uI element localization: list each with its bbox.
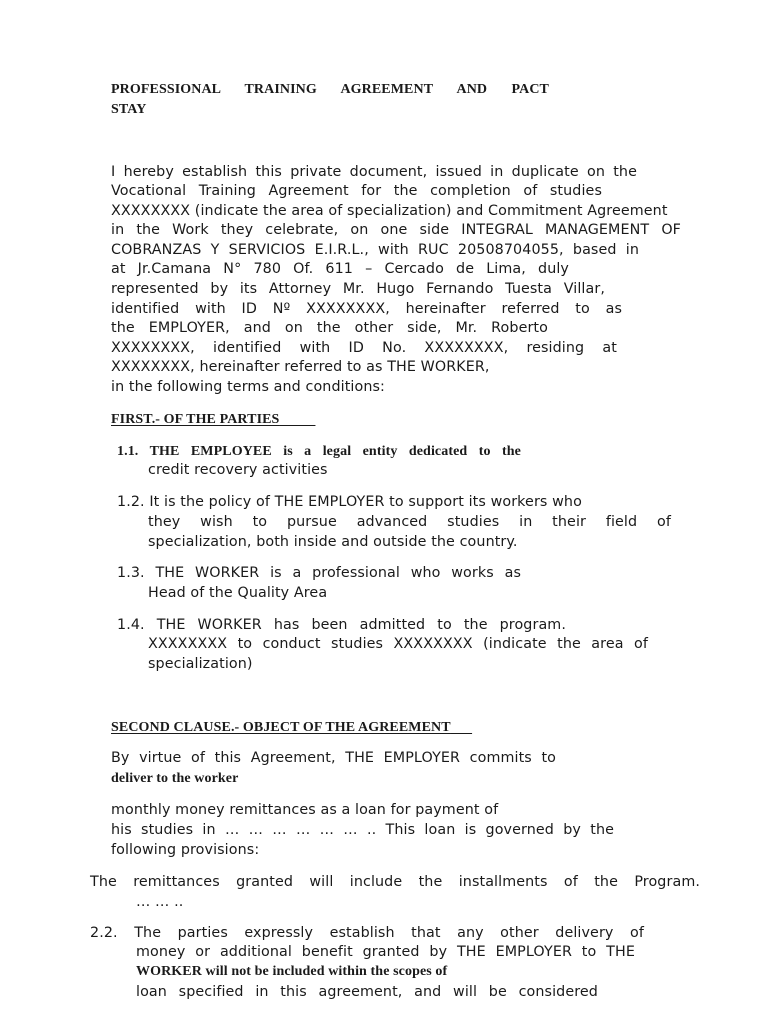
intro-line: in the Work they celebrate, on one side INTEGRAL MANAGEMENT OF xyxy=(111,222,681,238)
intro-line: identified with ID Nº XXXXXXXX, hereinafter referred to as xyxy=(111,301,622,317)
intro-line: represented by its Attorney Mr. Hugo Fernando Tuesta Villar, xyxy=(111,281,605,297)
document-title-line2: STAY xyxy=(111,102,147,117)
clause-line: 1.1. THE EMPLOYEE is a legal entity dedicated to the xyxy=(117,444,521,459)
intro-line: Vocational Training Agreement for the completion of studies xyxy=(111,183,602,199)
intro-line: I hereby establish this private document, issued in duplicate on the xyxy=(111,164,637,180)
clause-line: 1.3. THE WORKER is a professional who works as xyxy=(117,565,521,581)
clause-line: specialization) xyxy=(148,656,253,672)
section2-paragraph-bold: deliver to the worker xyxy=(111,771,239,786)
clause-line-bold: WORKER will not be included within the scopes of xyxy=(136,964,448,979)
clause-line: 1.4. THE WORKER has been admitted to the program. xyxy=(117,617,566,633)
clause-line: specialization, both inside and outside the country. xyxy=(148,534,518,550)
clause-number: 1.1. xyxy=(117,444,139,459)
intro-line: XXXXXXXX, identified with ID No. XXXXXXXX, residing at xyxy=(111,340,617,356)
intro-line: XXXXXXXX (indicate the area of specialization) and Commitment Agreement xyxy=(111,203,668,219)
paragraph-line: following provisions: xyxy=(111,842,260,858)
clause-line: money or additional benefit granted by THE EMPLOYER to THE xyxy=(136,944,635,960)
clause-line: 1.2. It is the policy of THE EMPLOYER to support its workers who xyxy=(117,494,582,510)
clause-number: 1.4. xyxy=(117,617,145,633)
section1-heading: FIRST.- OF THE PARTIES xyxy=(111,412,280,427)
intro-line: XXXXXXXX, hereinafter referred to as THE WORKER, xyxy=(111,359,490,375)
clause-number: 2.2. xyxy=(90,925,118,941)
intro-line: in the following terms and conditions: xyxy=(111,379,385,395)
clause-line: Head of the Quality Area xyxy=(148,585,328,601)
section2-heading: SECOND CLAUSE.- OBJECT OF THE AGREEMENT xyxy=(111,720,451,735)
intro-line: at Jr.Camana N° 780 Of. 611 – Cercado de Lima, duly xyxy=(111,261,569,277)
clause-line: credit recovery activities xyxy=(148,462,328,478)
paragraph-line: The remittances granted will include the installments of the Program. xyxy=(90,874,700,890)
clause-number: 1.3. xyxy=(117,565,145,581)
section2-paragraph: By virtue of this Agreement, THE EMPLOYER commits to xyxy=(111,750,556,766)
intro-line: COBRANZAS Y SERVICIOS E.I.R.L., with RUC 20508704055, based in xyxy=(111,242,639,258)
clause-line: they wish to pursue advanced studies in their field of xyxy=(148,514,671,530)
clause-line: 2.2. The parties expressly establish that any other delivery of xyxy=(90,925,644,941)
document-title-line1: PROFESSIONAL TRAINING AGREEMENT AND PACT xyxy=(111,82,549,97)
clause-line: loan specified in this agreement, and will be considered xyxy=(136,984,598,1000)
paragraph-line: … … .. xyxy=(136,894,184,910)
clause-line: XXXXXXXX to conduct studies XXXXXXXX (indicate the area of xyxy=(148,636,648,652)
intro-line: the EMPLOYER, and on the other side, Mr. Roberto xyxy=(111,320,548,336)
clause-number: 1.2. xyxy=(117,494,145,510)
paragraph-line: monthly money remittances as a loan for payment of xyxy=(111,802,499,818)
paragraph-line: his studies in … … … … … … .. This loan is governed by the xyxy=(111,822,614,838)
